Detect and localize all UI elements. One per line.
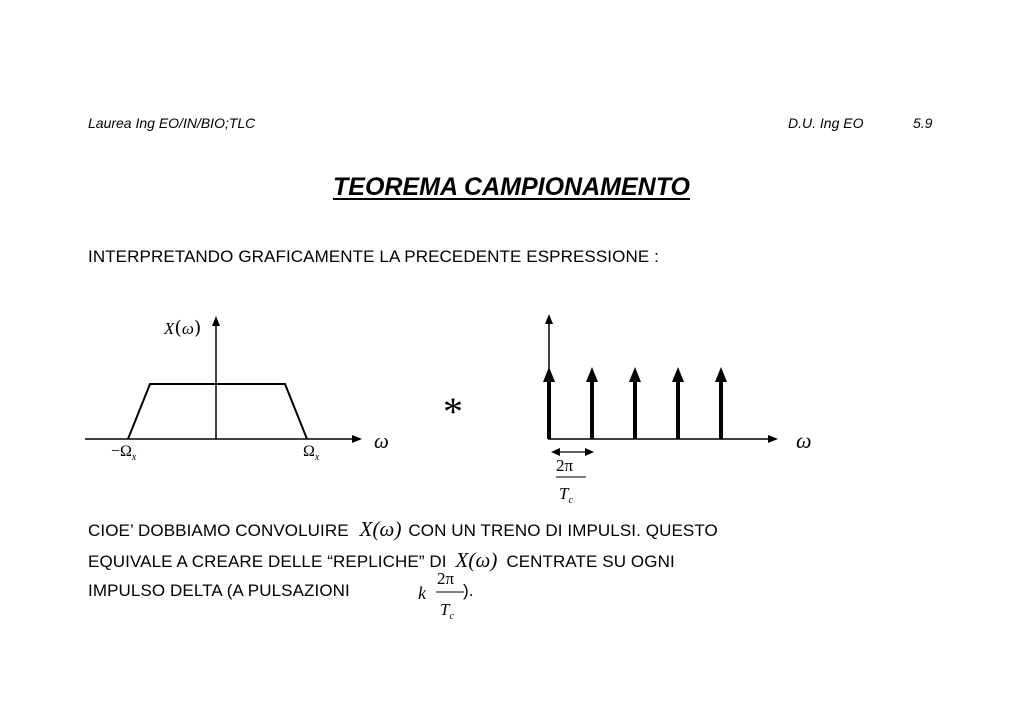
x-axis-label: ω bbox=[374, 429, 389, 453]
impulses bbox=[543, 367, 727, 439]
paragraph-line-1 bbox=[88, 517, 718, 542]
spacing-numerator: 2π bbox=[556, 456, 574, 475]
x-axis-label: ω bbox=[796, 428, 812, 453]
x-axis-arrow-icon bbox=[352, 435, 362, 443]
para-text: CON UN TRENO DI IMPULSI. QUESTO bbox=[408, 521, 718, 540]
convolution-symbol: * bbox=[443, 389, 463, 434]
x-axis-arrow-icon bbox=[768, 435, 778, 443]
spacing-denominator: $T_c$ bbox=[559, 484, 573, 506]
paragraph-line-2 bbox=[88, 548, 675, 573]
spacing-arrow-right-icon bbox=[585, 448, 594, 456]
y-axis-arrow-icon bbox=[212, 316, 220, 326]
formula-denominator: $T_c$ bbox=[440, 600, 454, 622]
x-omega-formula: X(ω) bbox=[359, 517, 402, 541]
neg-cutoff-label: $-\Omega_x$ bbox=[111, 443, 137, 463]
x-omega-formula: X(ω) bbox=[455, 548, 498, 572]
para-text: CIOE’ DOBBIAMO CONVOLUIRE bbox=[88, 521, 349, 540]
spectrum-plot bbox=[80, 300, 410, 480]
impulse-arrow-icon bbox=[672, 367, 684, 382]
impulse-arrow-icon bbox=[629, 367, 641, 382]
para-text: EQUIVALE A CREARE DELLE “REPLICHE” DI bbox=[88, 552, 447, 571]
pos-cutoff-label: $\Omega_x$ bbox=[303, 443, 320, 463]
impulse-arrow-icon bbox=[543, 367, 555, 382]
paragraph-line-3 bbox=[88, 581, 350, 601]
intro-text: INTERPRETANDO GRAFICAMENTE LA PRECEDENTE ESPRESSIONE : bbox=[88, 247, 659, 266]
page-number: 5.9 bbox=[913, 115, 933, 131]
impulse-arrow-icon bbox=[715, 367, 727, 382]
paragraph-close: ). bbox=[463, 581, 474, 600]
spacing-arrow-left-icon bbox=[551, 448, 560, 456]
para-text: IMPULSO DELTA (A PULSAZIONI bbox=[88, 581, 350, 600]
impulse-arrow-icon bbox=[586, 367, 598, 382]
course-code: D.U. Ing EO bbox=[788, 115, 864, 131]
trapezoid-spectrum bbox=[128, 384, 307, 439]
pulsation-formula bbox=[412, 565, 492, 627]
formula-numerator: 2π bbox=[437, 569, 455, 588]
para-text: CENTRATE SU OGNI bbox=[506, 552, 675, 571]
y-axis-arrow-icon bbox=[545, 314, 553, 324]
impulse-train-plot bbox=[530, 305, 830, 520]
course-label: Laurea Ing EO/IN/BIO;TLC bbox=[88, 115, 256, 131]
y-axis-label: X(ω) bbox=[164, 317, 202, 339]
page-title: TEOREMA CAMPIONAMENTO bbox=[333, 173, 690, 201]
k-symbol: k bbox=[418, 583, 426, 603]
